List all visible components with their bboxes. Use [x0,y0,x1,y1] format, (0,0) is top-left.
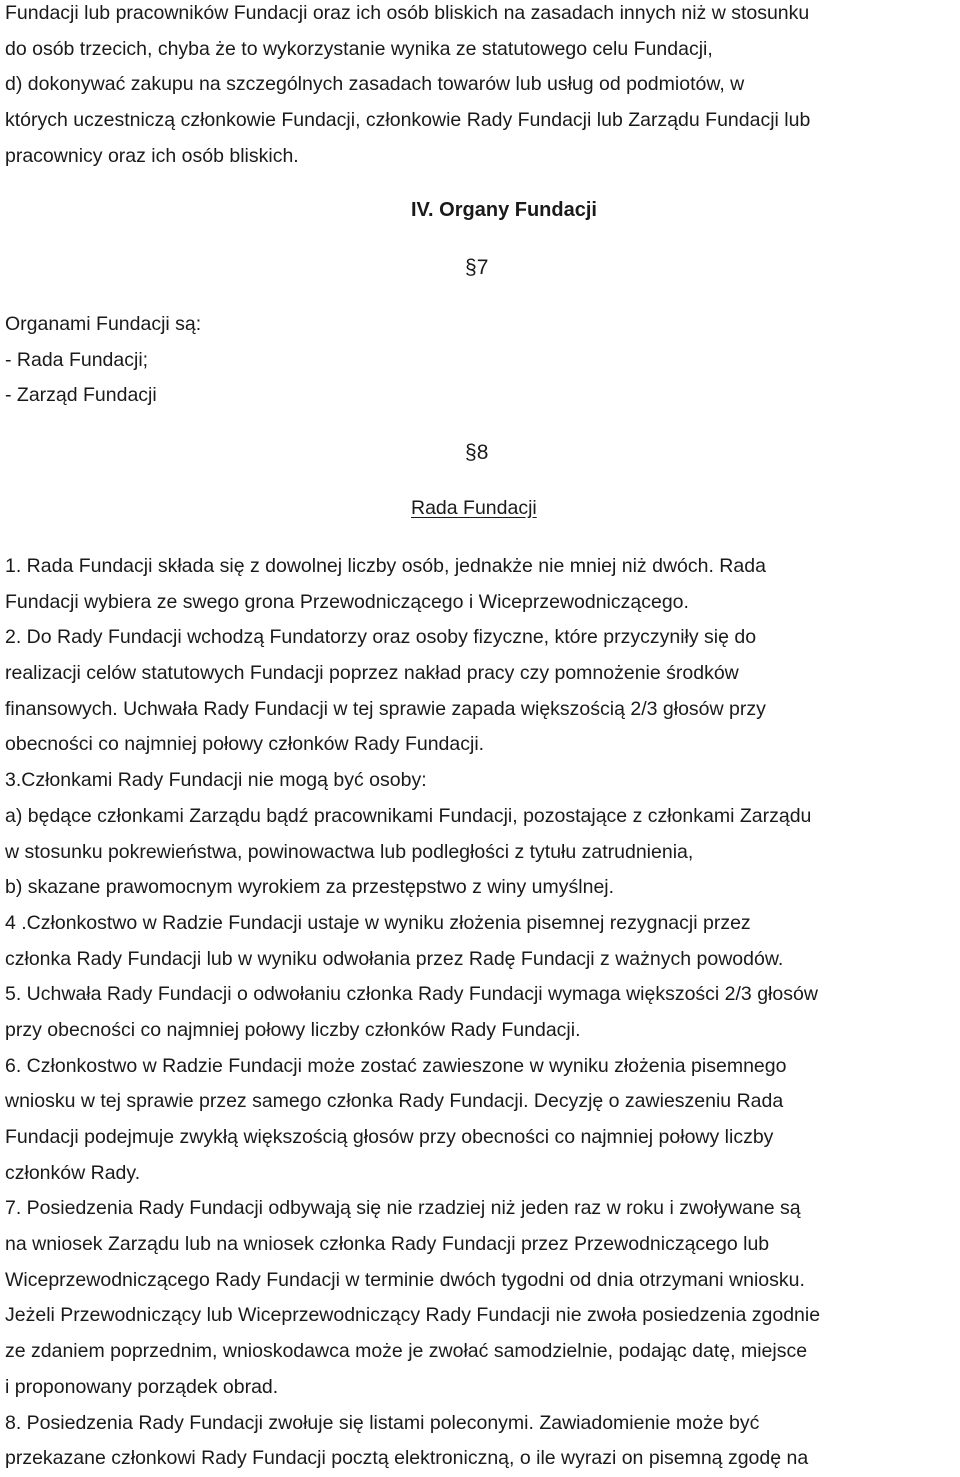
intro-text [5,0,957,174]
text-line: Fundacji lub pracowników Fundacji oraz ich osób bliskich na zasadach innych niż w stosunku [5,2,810,24]
text-line: i proponowany porządek obrad. [5,1375,279,1398]
paragraph-number-8: §8 [465,441,489,464]
text-line: a) będące członkami Zarządu bądź pracownikami Fundacji, pozostające z członkami Zarządu [5,804,812,827]
text-line: realizacji celów statutowych Fundacji poprzez nakład pracy czy pomnożenie środków [5,662,739,685]
text-line: pracownicy oraz ich osób bliskich. [5,144,299,167]
text-line: Wiceprzewodniczącego Rady Fundacji w terminie dwóch tygodni od dnia otrzymani wniosku. [5,1268,805,1291]
paragraph-number-value: 7 [476,256,489,279]
text-line: członków Rady. [5,1161,141,1184]
organs-item: - Rada Fundacji; [5,348,149,371]
text-line: przy obecności co najmniej połowy liczby członków Rady Fundacji. [5,1018,581,1041]
text-line: Fundacji podejmuje zwykłą większością głosów przy obecności co najmniej połowy liczby [5,1126,774,1148]
text-line: do osób trzecich, chyba że to wykorzystanie wynika ze statutowego celu Fundacji, [5,37,713,60]
section-heading: IV. Organy Fundacji [411,199,597,221]
subsection-heading: Rada Fundacji [411,497,537,519]
organs-intro: Organami Fundacji są: [5,313,202,335]
text-line: 8. Posiedzenia Rady Fundacji zwołuje się listami poleconymi. Zawiadomienie może być [5,1411,760,1434]
text-line: 6. Członkostwo w Radzie Fundacji może zostać zawieszone w wyniku złożenia pisemnego [5,1054,787,1077]
document-page [5,0,957,174]
text-line: 3.Członkami Rady Fundacji nie mogą być osoby: [5,769,427,792]
text-line: ze zdaniem poprzednim, wnioskodawca może je zwołać samodzielnie, podając datę, miejsce [5,1340,808,1363]
organs-list [5,307,201,414]
text-line: w stosunku pokrewieństwa, powinowactwa lub podległości z tytułu zatrudnienia, [5,840,694,863]
paragraph-number-7: §7 [465,256,489,279]
text-line: 2. Do Rady Fundacji wchodzą Fundatorzy oraz osoby fizyczne, które przyczyniły się do [5,626,757,649]
text-line: 4 .Członkostwo w Radzie Fundacji ustaje w wyniku złożenia pisemnej rezygnacji przez [5,911,751,934]
text-line: 5. Uchwała Rady Fundacji o odwołaniu członka Rady Fundacji wymaga większości 2/3 głosów [5,983,818,1006]
text-line: 7. Posiedzenia Rady Fundacji odbywają się nie rzadziej niż jeden raz w roku i zwoływane są [5,1197,801,1220]
body-text [5,549,820,1477]
text-line: przekazane członkowi Rady Fundacji pocztą elektroniczną, o ile wyrazi on pisemną zgodę na [5,1447,809,1470]
text-line: finansowych. Uchwała Rady Fundacji w tej sprawie zapada większością 2/3 głosów przy [5,697,766,720]
text-line: b) skazane prawomocnym wyrokiem za przestępstwo z winy umyślnej. [5,876,615,899]
text-line: d) dokonywać zakupu na szczególnych zasadach towarów lub usług od podmiotów, w [5,73,745,96]
text-line: członka Rady Fundacji lub w wyniku odwołania przez Radę Fundacji z ważnych powodów. [5,947,784,970]
text-line: Jeżeli Przewodniczący lub Wiceprzewodniczący Rady Fundacji nie zwoła posiedzenia zgodnie [5,1304,821,1327]
text-line: wniosku w tej sprawie przez samego członka Rady Fundacji. Decyzję o zawieszeniu Rada [5,1090,784,1113]
paragraph-number-value: 8 [476,441,489,464]
text-line: obecności co najmniej połowy członków Rady Fundacji. [5,733,485,756]
organs-item: - Zarząd Fundacji [5,384,157,407]
text-line: na wniosek Zarządu lub na wniosek członka Rady Fundacji przez Przewodniczącego lub [5,1233,770,1256]
text-line: Fundacji wybiera ze swego grona Przewodniczącego i Wiceprzewodniczącego. [5,590,689,613]
text-line: których uczestniczą członkowie Fundacji, członkowie Rady Fundacji lub Zarządu Fundacji lub [5,109,811,132]
text-line: 1. Rada Fundacji składa się z dowolnej liczby osób, jednakże nie mniej niż dwóch. Rada [5,555,766,577]
